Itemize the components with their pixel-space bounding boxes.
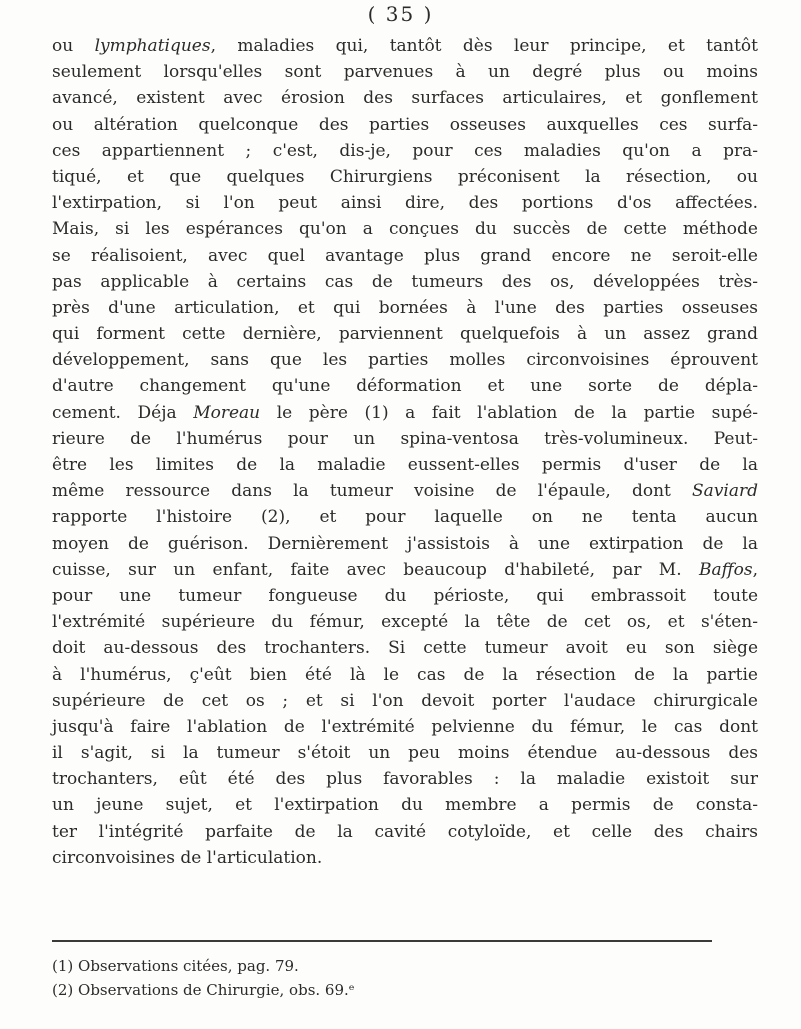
text-line: Mais, si les espérances qu'on a conçues du succès de cette méthode [52, 219, 758, 240]
text-line: d'autre changement qu'une déformation et une sorte de dépla- [52, 376, 758, 397]
text-line: à l'humérus, ç'eût bien été là le cas de la résection de la partie [52, 664, 758, 685]
text-line: être les limites de la maladie eussent-elles permis d'user de la [52, 455, 758, 475]
text-line: trochanters, eût été des plus favorables : la maladie existoit sur [52, 769, 758, 790]
italic-name: Saviard [692, 481, 758, 502]
text-line: même ressource dans la tumeur voisine de l'épaule, dont Saviard [52, 481, 758, 502]
footnote: (1) Observations citées, pag. 79. [52, 957, 299, 975]
text-line: ou altération quelconque des parties osseuses auxquelles ces surfa- [52, 114, 758, 135]
text-line: jusqu'à faire l'ablation de l'extrémité pelvienne du fémur, le cas dont [52, 716, 758, 737]
page-number: ( 35 ) [367, 2, 434, 26]
text-line: pour une tumeur fongueuse du périoste, qui embrassoit toute [52, 585, 758, 606]
text-line: cement. Déja Moreau le père (1) a fait l'ablation de la partie supé- [52, 402, 759, 423]
text-line: l'extirpation, si l'on peut ainsi dire, des portions d'os affectées. [52, 193, 758, 214]
text-line: tiqué, et que quelques Chirurgiens préconisent la résection, ou [52, 166, 758, 187]
text-line: seulement lorsqu'elles sont parvenues à un degré plus ou moins [52, 62, 758, 83]
italic-name: Baffos [698, 559, 753, 580]
text-line: moyen de guérison. Dernièrement j'assistois à une extirpation de la [52, 533, 758, 554]
text-line: l'extrémité supérieure du fémur, excepté la tête de cet os, et s'éten- [52, 612, 758, 633]
text-line: ter l'intégrité parfaite de la cavité cotyloïde, et celle des chairs [52, 821, 758, 842]
text-line: pas applicable à certains cas de tumeurs des os, développées très- [52, 271, 758, 292]
footnotes [52, 954, 752, 1002]
italic-name: Moreau [193, 402, 261, 423]
text-line: supérieure de cet os ; et si l'on devoit porter l'audace chirurgicale [52, 690, 758, 711]
text-line: ces appartiennent ; c'est, dis-je, pour ces maladies qu'on a pra- [52, 140, 758, 161]
body-text [52, 33, 758, 871]
text-line: cuisse, sur un enfant, faite avec beaucoup d'habileté, par M. Baffos, [52, 559, 758, 580]
text-line: il s'agit, si la tumeur s'étoit un peu moins étendue au-dessous des [52, 743, 758, 764]
text-line: qui forment cette dernière, parviennent quelquefois à un assez grand [52, 324, 758, 345]
text-line: ou lymphatiques, maladies qui, tantôt dès leur principe, et tantôt [52, 36, 758, 56]
text-line: avancé, existent avec érosion des surfaces articulaires, et gonflement [52, 88, 758, 109]
text-line: circonvoisines de l'articulation. [52, 847, 323, 868]
text-line: rapporte l'histoire (2), et pour laquelle on ne tenta aucun [52, 507, 758, 528]
text-line: doit au-dessous des trochanters. Si cette tumeur avoit eu son siège [52, 638, 758, 659]
text-line: près d'une articulation, et qui bornées à l'une des parties osseuses [52, 297, 758, 318]
footnote: (2) Observations de Chirurgie, obs. 69.ᵉ [52, 981, 355, 999]
italic-name: lymphatiques [94, 36, 211, 56]
text-line: un jeune sujet, et l'extirpation du membre a permis de consta- [52, 795, 758, 816]
text-line: se réalisoient, avec quel avantage plus grand encore ne seroit-elle [52, 245, 758, 266]
text-line: développement, sans que les parties molles circonvoisines éprouvent [52, 350, 758, 371]
footnote-rule [52, 940, 712, 942]
text-line: rieure de l'humérus pour un spina-ventosa très-volumineux. Peut- [52, 428, 758, 449]
